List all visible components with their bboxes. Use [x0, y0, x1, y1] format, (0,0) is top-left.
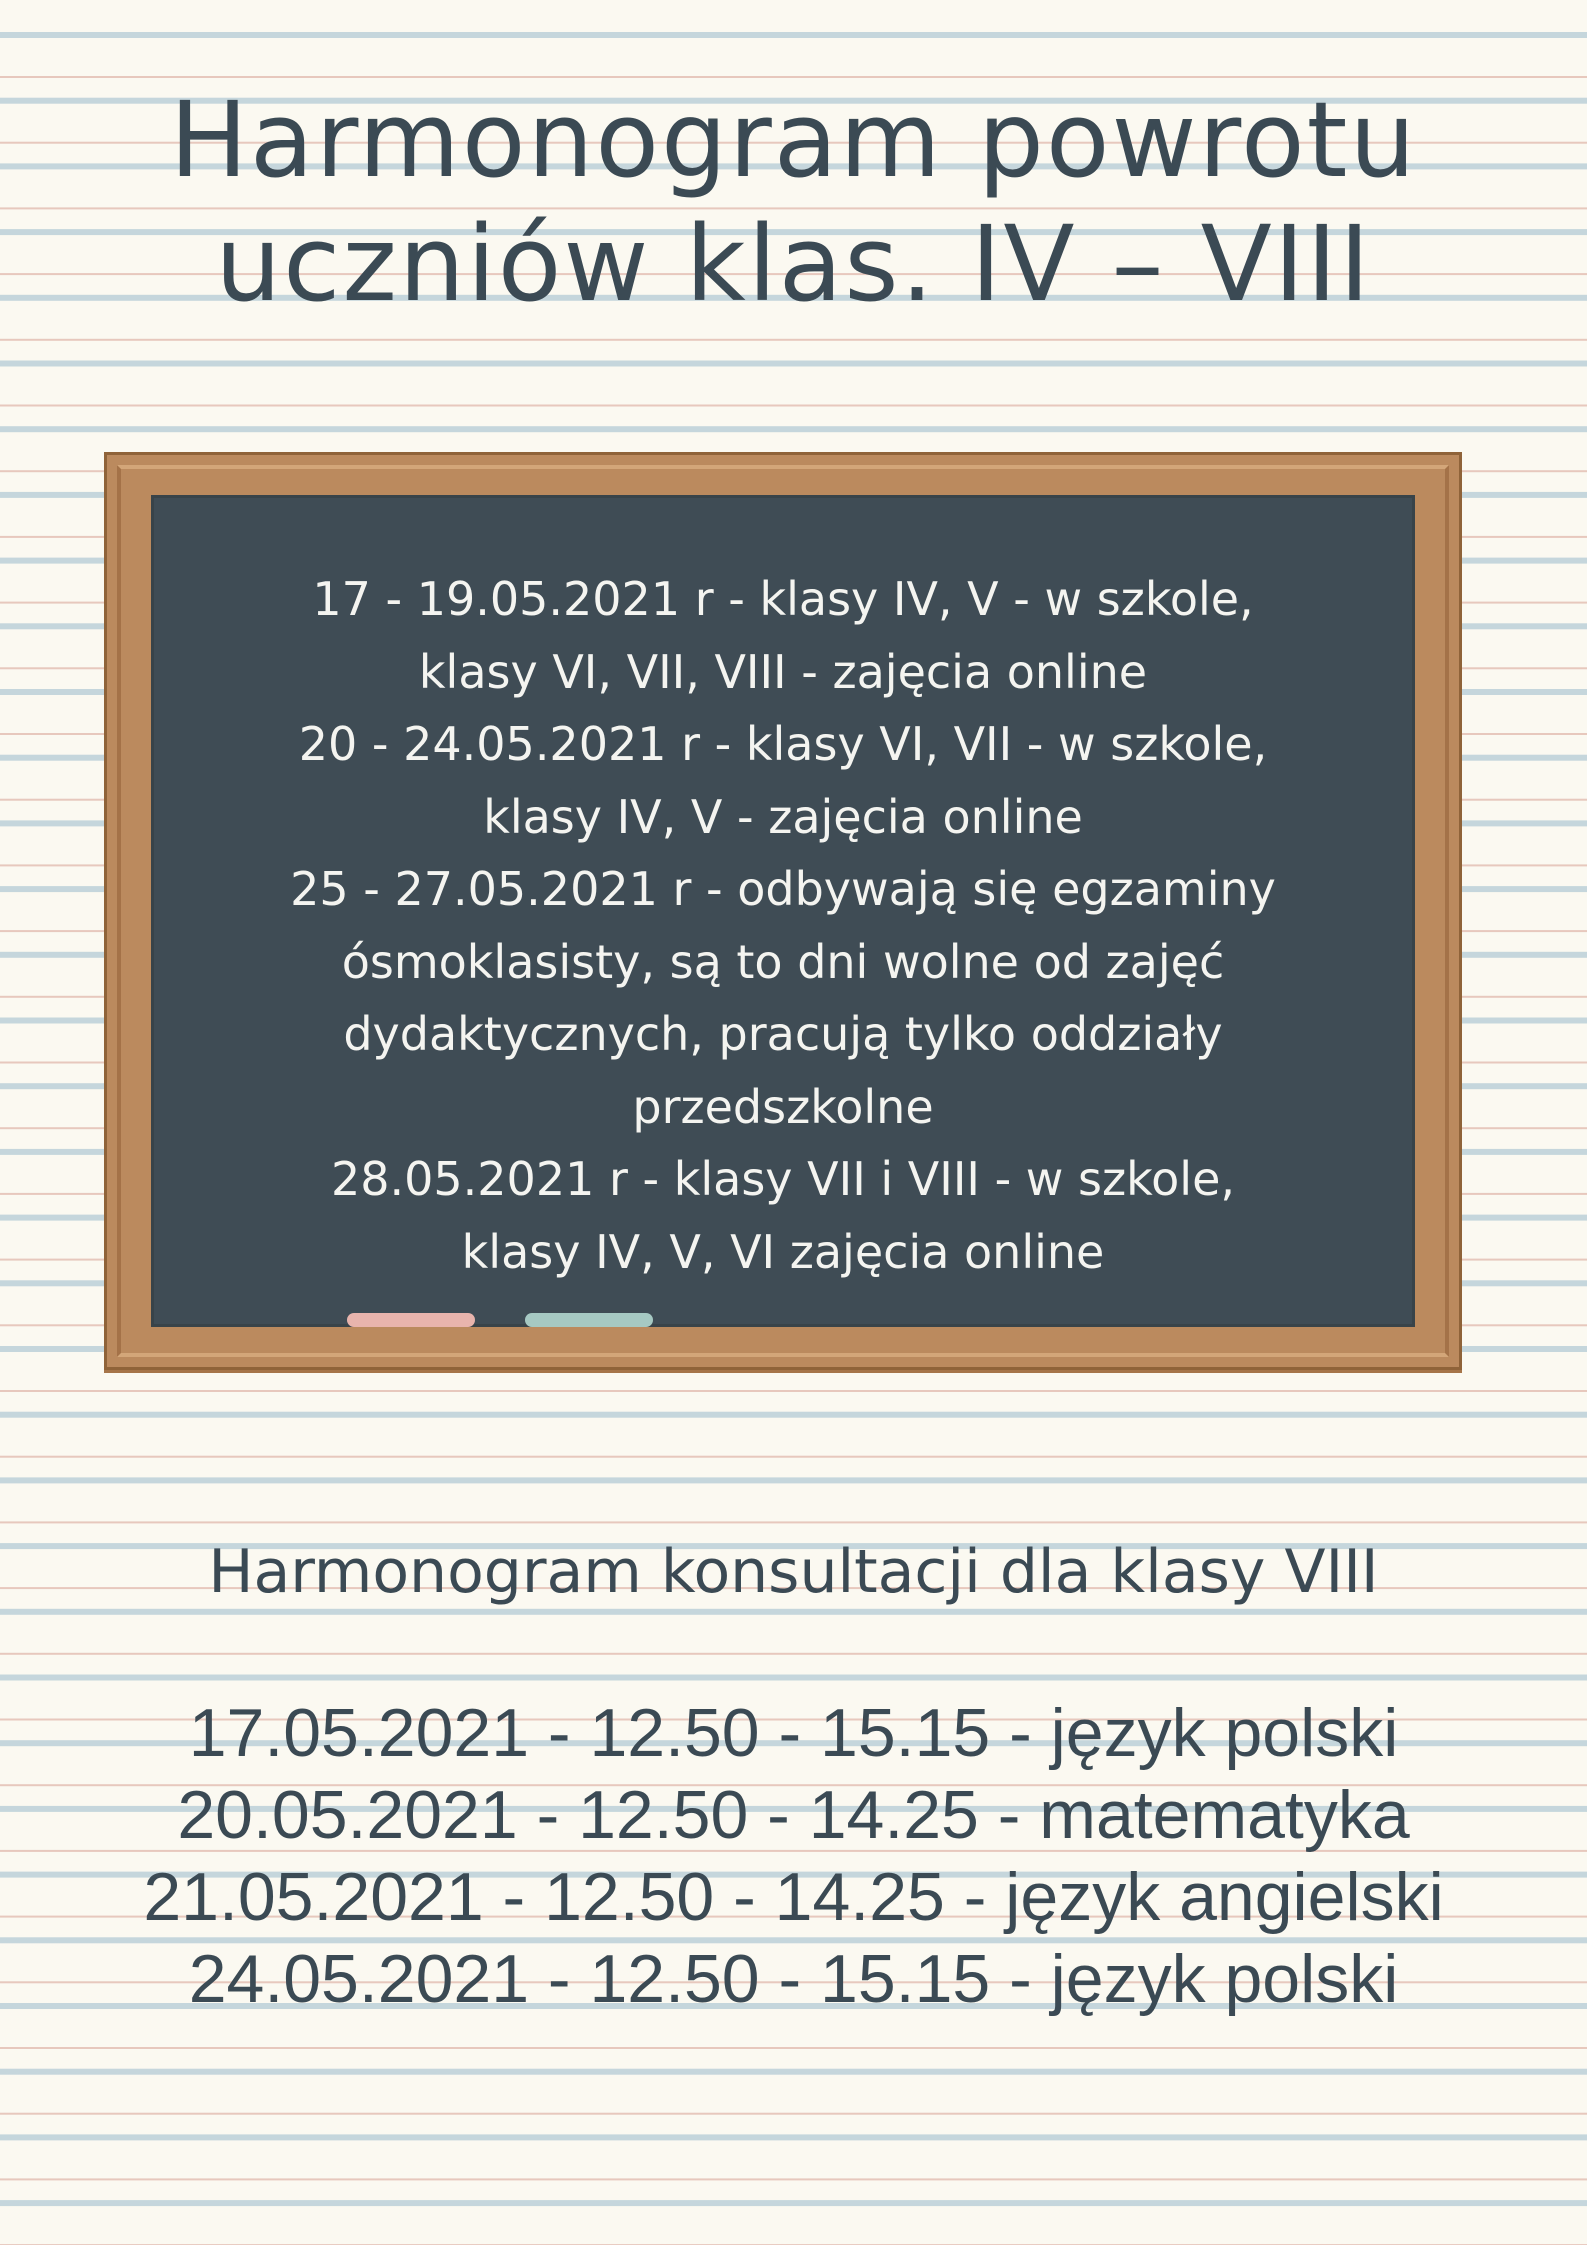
board-line: dydaktycznych, pracują tylko oddziały	[343, 1007, 1223, 1061]
board-line: klasy IV, V - zajęcia online	[483, 789, 1083, 844]
paper-line-blue	[0, 1675, 1587, 1681]
list-item: 24.05.2021 - 12.50 - 15.15 - język polski	[188, 1941, 1399, 2017]
paper-line-red	[0, 1456, 1587, 1458]
paper-line-blue	[0, 1477, 1587, 1483]
paper-line-blue	[0, 2200, 1587, 2206]
paper-line-blue	[0, 2069, 1587, 2075]
list-item: 17.05.2021 - 12.50 - 15.15 - język polski	[188, 1695, 1399, 1771]
page-title	[0, 78, 1587, 326]
paper-line-red	[0, 405, 1587, 407]
paper-line-red	[0, 2113, 1587, 2115]
consultations-title: Harmonogram konsultacji dla klasy VIII	[208, 1537, 1379, 1607]
board-line: 28.05.2021 r - klasy VII i VIII - w szkole,	[330, 1152, 1235, 1206]
title-line-1: Harmonogram powrotu	[169, 79, 1418, 201]
chalkboard	[151, 495, 1415, 1327]
board-line: ósmoklasisty, są to dni wolne od zajęć	[341, 934, 1225, 989]
consultations-list	[0, 1692, 1587, 2020]
paper-line-blue	[0, 1609, 1587, 1615]
paper-line-blue	[0, 1412, 1587, 1418]
list-item: 21.05.2021 - 12.50 - 14.25 - język angielski	[143, 1859, 1444, 1935]
paper-line-red	[0, 2047, 1587, 2049]
board-line: 20 - 24.05.2021 r - klasy VI, VII - w szkole,	[298, 717, 1268, 771]
paper-line-red	[0, 1521, 1587, 1523]
board-line: klasy VI, VII, VIII - zajęcia online	[418, 644, 1148, 699]
pink-chalk	[347, 1313, 475, 1327]
chalkboard-frame	[104, 452, 1462, 1370]
paper-line-red	[0, 1653, 1587, 1655]
return-schedule-text	[151, 563, 1415, 1288]
paper-line-red	[0, 339, 1587, 341]
board-line: 25 - 27.05.2021 r - odbywają się egzaminy	[290, 862, 1276, 916]
board-line: klasy IV, V, VI zajęcia online	[461, 1224, 1105, 1279]
teal-chalk	[525, 1313, 653, 1327]
board-line: przedszkolne	[632, 1079, 934, 1134]
paper-line-blue	[0, 32, 1587, 38]
list-item: 20.05.2021 - 12.50 - 14.25 - matematyka	[177, 1777, 1410, 1853]
paper-line-red	[0, 1390, 1587, 1392]
board-line: 17 - 19.05.2021 r - klasy IV, V - w szkole,	[312, 572, 1254, 626]
title-line-2: uczniów klas. IV – VIII	[215, 203, 1372, 325]
paper-line-blue	[0, 2134, 1587, 2140]
paper-line-red	[0, 2178, 1587, 2180]
paper-line-blue	[0, 361, 1587, 367]
paper-line-blue	[0, 426, 1587, 432]
